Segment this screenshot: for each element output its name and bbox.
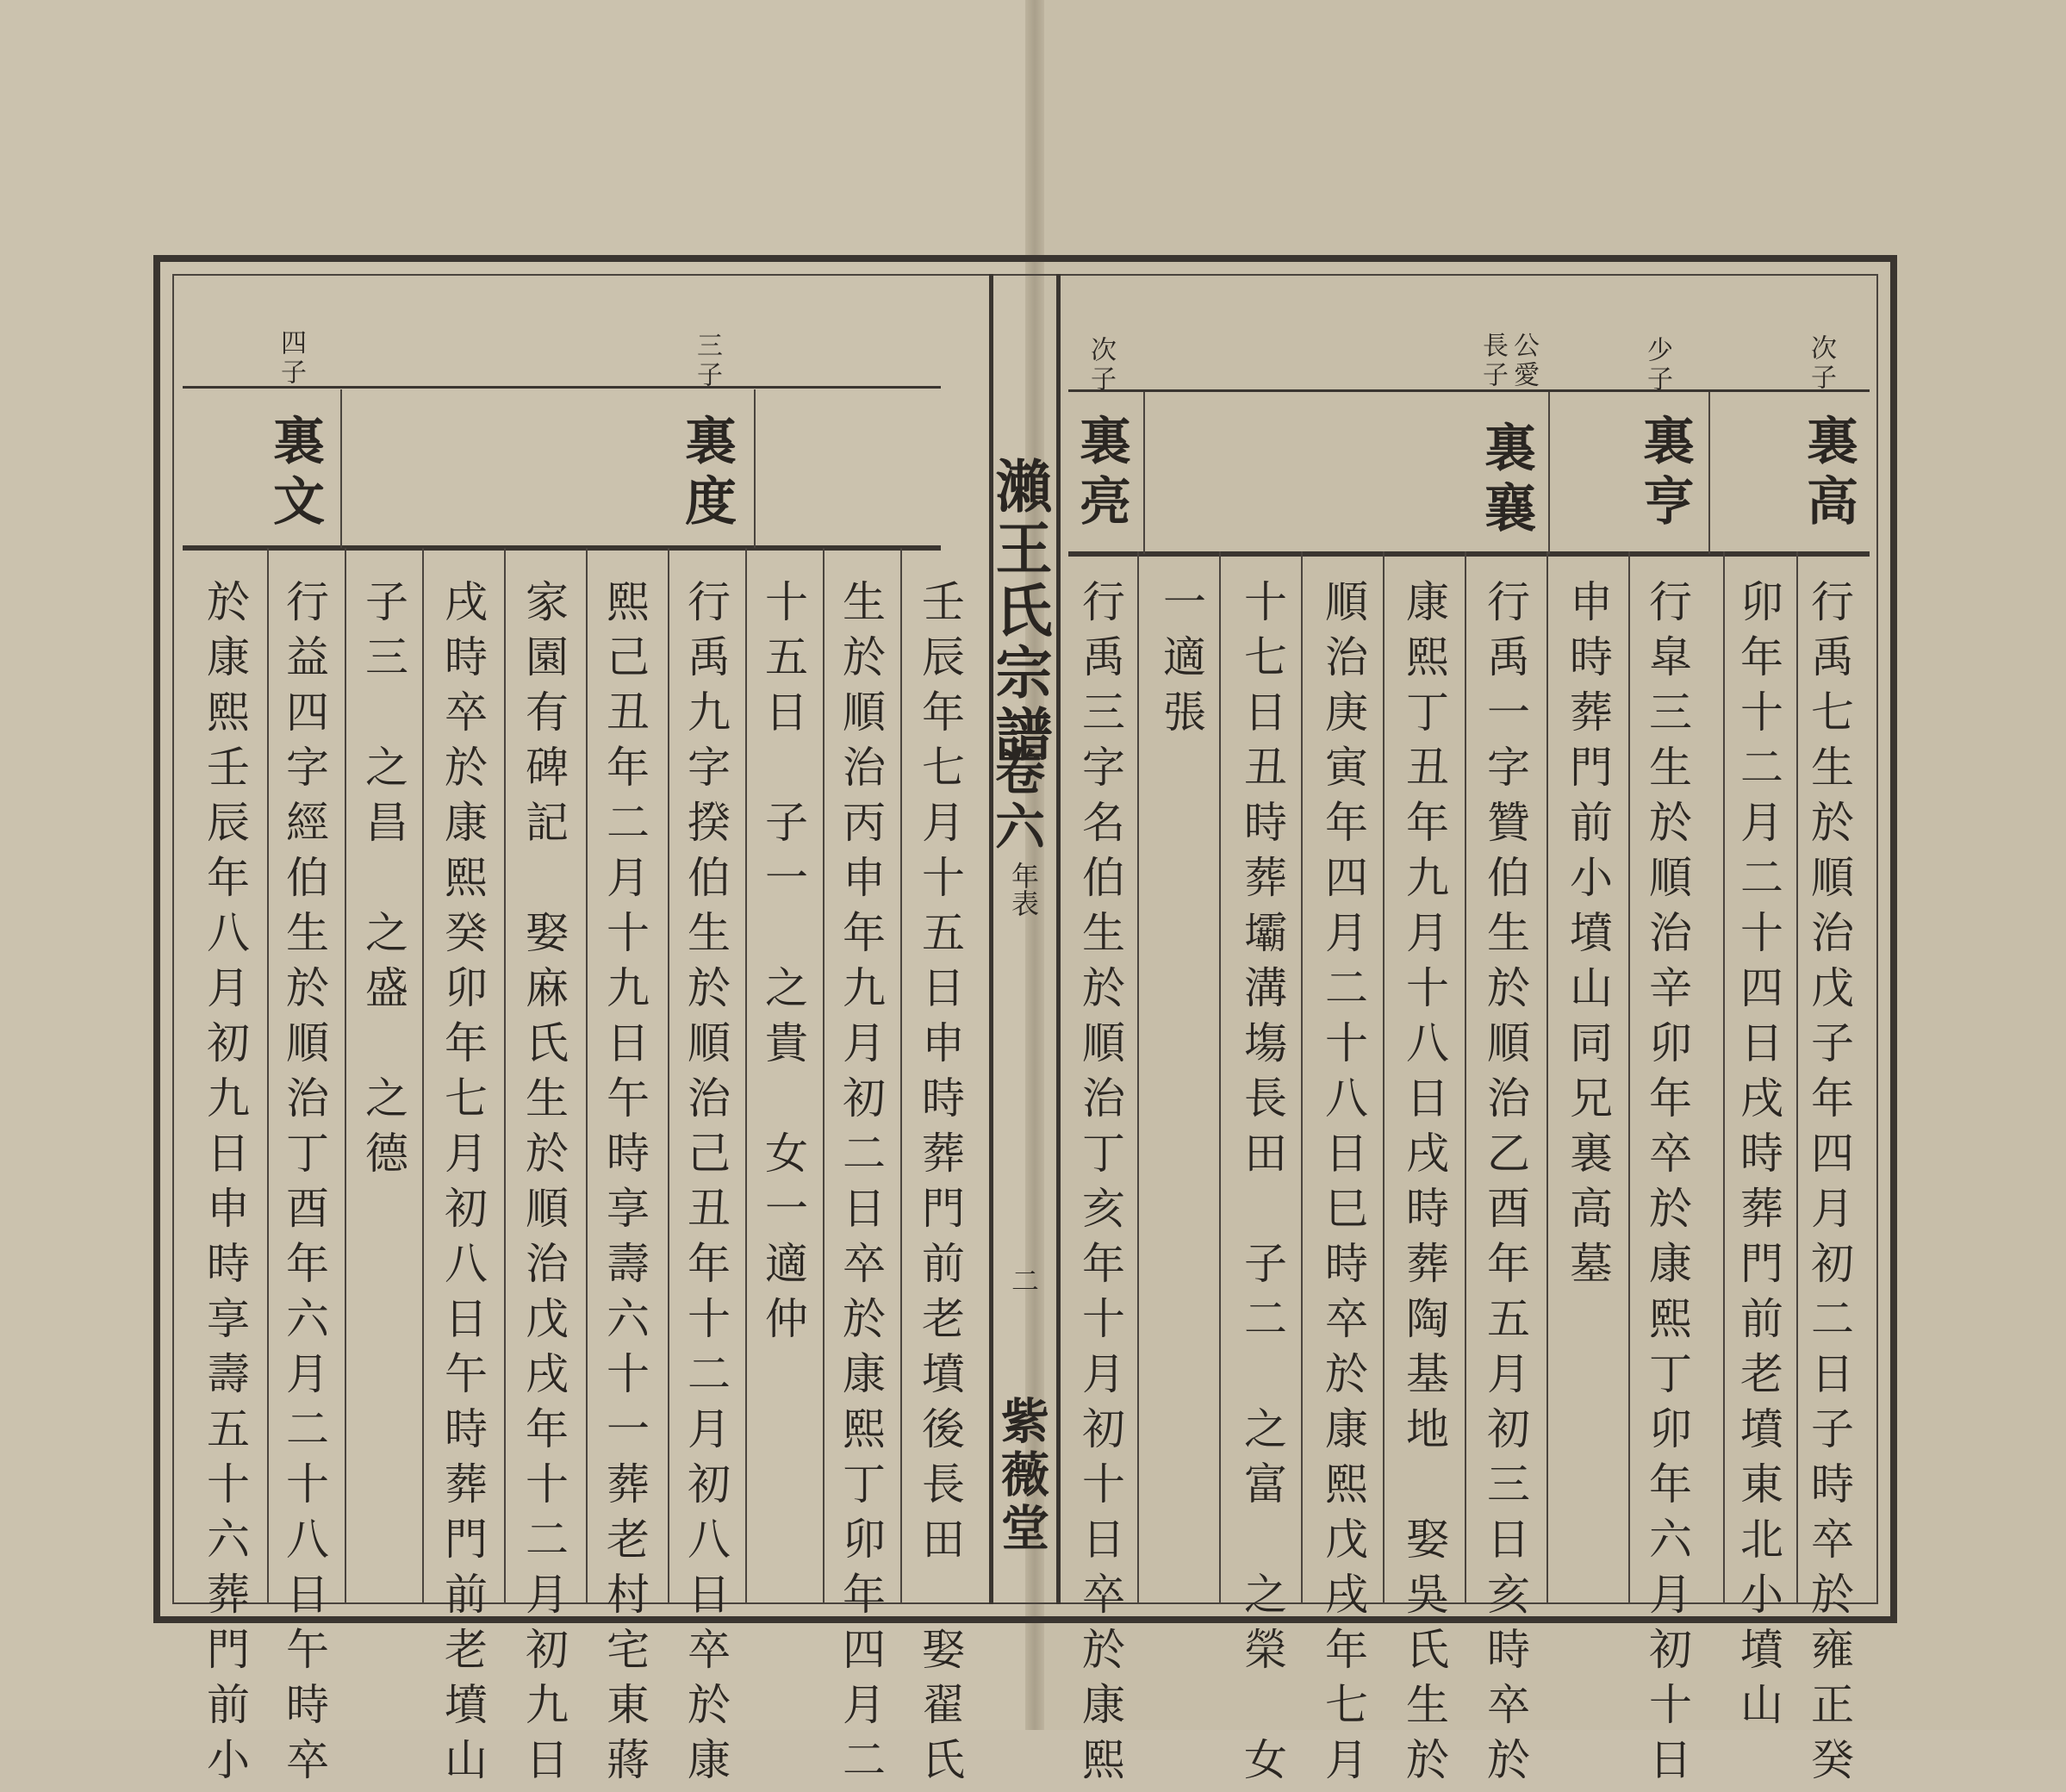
text-column: 子三 之昌 之盛 之德 — [358, 579, 408, 1185]
text-column: 一適張 — [1156, 579, 1206, 744]
text-column: 康熙丁丑年九月十八日戌時葬陶基地 娶吳氏生於 — [1399, 579, 1449, 1792]
column-rule — [1628, 551, 1630, 1604]
header-divider-right — [1068, 389, 1870, 392]
column-rule — [1723, 551, 1725, 1604]
hall-name: 紫薇堂 — [993, 1396, 1050, 1556]
text-column: 行禹三字名伯生於順治丁亥年十月初十日卒於康熙 — [1075, 579, 1125, 1792]
person-name: 裏文 — [264, 414, 325, 534]
column-rule — [1137, 551, 1139, 1604]
person-name: 裏襄 — [1476, 420, 1536, 541]
relation-label: 四子 — [276, 329, 306, 388]
text-column: 熙己丑年二月十九日午時享壽六十一葬老村宅東蔣 — [600, 579, 650, 1792]
person-name: 裏高 — [1798, 414, 1858, 534]
page-number: 二 — [1007, 1266, 1040, 1294]
text-column: 壬辰年七月十五日申時葬門前老墳後長田 娶翟氏 — [915, 579, 965, 1792]
column-rule — [900, 548, 902, 1604]
column-rule — [823, 548, 825, 1604]
person-name: 裏亮 — [1071, 414, 1131, 534]
name-cell-divider — [1708, 392, 1710, 554]
column-rule — [422, 548, 424, 1604]
column-rule — [1383, 551, 1385, 1604]
relation-label: 公愛長子 — [1478, 332, 1539, 390]
name-cell-divider — [754, 389, 756, 548]
relation-label: 次子 — [1806, 334, 1836, 393]
body-divider-left — [183, 545, 941, 551]
genealogy-title: 瀨王氏宗譜 — [986, 457, 1053, 767]
relation-label: 三子 — [692, 332, 722, 390]
text-column: 生於順治丙申年九月初二日卒於康熙丁卯年四月二 — [836, 579, 886, 1792]
column-rule — [345, 548, 346, 1604]
column-rule — [1546, 551, 1548, 1604]
text-column: 順治庚寅年四月二十八日巳時卒於康熙戊戌年七月 — [1318, 579, 1368, 1792]
center-ribbon-border-right — [1056, 274, 1061, 1604]
text-column: 於康熙壬辰年八月初九日申時享壽五十六葬門前小 — [200, 579, 250, 1792]
column-rule — [504, 548, 506, 1604]
person-name: 裏亨 — [1634, 414, 1695, 534]
text-column: 家園有碑記 娶麻氏生於順治戊戌年十二月初九日 — [519, 579, 569, 1792]
text-column: 行禹一字贊伯生於順治乙酉年五月初三日亥時卒於 — [1480, 579, 1530, 1792]
relation-label: 次子 — [1086, 336, 1116, 395]
column-rule — [586, 548, 588, 1604]
column-rule — [1301, 551, 1303, 1604]
text-column: 行禹九字揆伯生於順治己丑年十二月初八日卒於康 — [681, 579, 731, 1792]
text-column: 十七日丑時葬壩溝塲長田 子二 之富 之榮 女 — [1237, 579, 1287, 1792]
text-column: 十五日 子一 之貴 女一適仲 — [758, 579, 808, 1351]
text-column: 申時葬門前小墳山同兄裏高墓 — [1563, 579, 1613, 1296]
text-column: 行益四字經伯生於順治丁酉年六月二十八日午時卒 — [279, 579, 329, 1792]
column-rule — [745, 548, 747, 1604]
name-cell-divider — [340, 389, 342, 548]
name-cell-divider — [1548, 392, 1550, 554]
text-column: 戌時卒於康熙癸卯年七月初八日午時葬門前老墳山 — [438, 579, 488, 1792]
column-rule — [1465, 551, 1466, 1604]
person-name: 裏度 — [676, 414, 737, 534]
column-rule — [668, 548, 669, 1604]
column-rule — [1219, 551, 1221, 1604]
text-column: 行皐三生於順治辛卯年卒於康熙丁卯年六月初十日 — [1642, 579, 1692, 1792]
relation-label: 少子 — [1642, 336, 1672, 395]
text-column: 卯年十二月二十四日戌時葬門前老墳東北小墳山 — [1733, 579, 1783, 1737]
column-rule — [267, 548, 269, 1604]
section-label: 年表 — [1007, 862, 1040, 917]
text-column: 行禹七生於順治戊子年四月初二日子時卒於雍正癸 — [1804, 579, 1854, 1792]
volume-label: 卷六 — [986, 745, 1045, 856]
column-rule — [1796, 551, 1798, 1604]
name-cell-divider — [1143, 392, 1145, 554]
body-divider-right — [1068, 551, 1870, 557]
